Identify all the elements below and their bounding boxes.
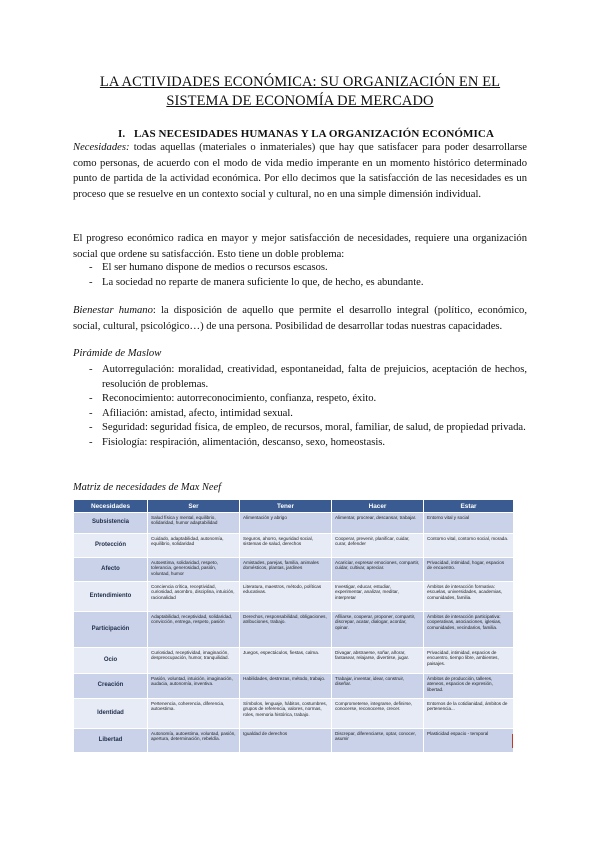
- table-cell: Alimentar, procrear, descansar, trabajar.: [332, 513, 424, 534]
- table-cell: Literatura, maestros, método, políticas educativas.: [240, 582, 332, 612]
- row-label: Ocio: [74, 648, 148, 674]
- table-cell: Seguros, ahorro, seguridad social, sistemas de salud, derechos: [240, 534, 332, 558]
- section-title: LAS NECESIDADES HUMANAS Y LA ORGANIZACIÓN ECONÓMICA: [134, 128, 494, 140]
- list-item-text: Reconocimiento: autorreconocimiento, confianza, respeto, éxito.: [102, 393, 377, 405]
- table-row: [74, 582, 514, 612]
- section-heading: [118, 128, 494, 140]
- table-cell: Comprometerse, integrarse, definirse, conocerse, reconocerse, crecer.: [332, 699, 424, 729]
- table-cell: Adaptabilidad, receptividad, solidaridad, convicción, entrega, respeto, pasión: [148, 612, 240, 648]
- list-item-text: Autorregulación: moralidad, creatividad, espontaneidad, falta de prejuicios, aceptación de hechos, resolución de problemas.: [102, 364, 527, 390]
- table-cell: Autonomía, autoestima, voluntad, pasión, apertura, determinación, rebeldía.: [148, 729, 240, 753]
- table-cell: Ámbitos de interacción formativa: escuelas, universidades, academias, comunidades, familia.: [424, 582, 514, 612]
- table-cell: Privacidad, intimidad, hogar, espacios de encuentro.: [424, 558, 514, 582]
- matrix-header: Necesidades: [74, 500, 148, 513]
- list-item: - La sociedad no reparte de manera suficiente lo que, de hecho, es abundante.: [89, 276, 424, 288]
- necesidades-term: Necesidades:: [73, 142, 130, 153]
- list-item: - Autorregulación: moralidad, creatividad, espontaneidad, falta de prejuicios, aceptación de hechos, resolución de problemas.: [89, 364, 527, 390]
- table-cell: Entornos de la cotidianidad, ámbitos de pertenencia...: [424, 699, 514, 729]
- row-label: Participación: [74, 612, 148, 648]
- crop-edge-marker: [512, 734, 513, 748]
- table-cell: Plasticidad espacio - temporal: [424, 729, 514, 753]
- row-label: Entendimiento: [74, 582, 148, 612]
- necesidades-paragraph: [73, 140, 527, 202]
- list-item-text: La sociedad no reparte de manera suficiente lo que, de hecho, es abundante.: [102, 276, 424, 288]
- table-row: [74, 699, 514, 729]
- table-cell: Alimentación y abrigo: [240, 513, 332, 534]
- table-row: [74, 648, 514, 674]
- table-cell: Pertenencia, coherencia, diferencia, autoestima.: [148, 699, 240, 729]
- table-cell: Contorno vital, contorno social, morada.: [424, 534, 514, 558]
- list-item-text: Seguridad: seguridad física, de empleo, de recursos, moral, familiar, de salud, de propiedad privada.: [102, 422, 526, 434]
- bienestar-text: : la disposición de aquello que permite el desarrollo integral (político, económico, social, cultural, psicológico…) de una persona. Posibilidad de desarrollar todas nuestras capacidades.: [73, 305, 528, 332]
- max-neef-matrix: [73, 499, 514, 753]
- list-item: - El ser humano dispone de medios o recursos escasos.: [89, 262, 328, 273]
- row-label: Identidad: [74, 699, 148, 729]
- table-cell: Curiosidad, receptividad, imaginación, despreocupación, humor, tranquilidad.: [148, 648, 240, 674]
- bienestar-paragraph: [73, 303, 527, 334]
- table-cell: Trabajar, inventar, idear, construir, diseñar.: [332, 674, 424, 699]
- maslow-heading: Pirámide de Maslow: [73, 348, 162, 359]
- table-cell: Cuidado, adaptabilidad, autonomía, equilibrio, solidaridad: [148, 534, 240, 558]
- document-title: [70, 73, 530, 111]
- matrix-header: Estar: [424, 500, 514, 513]
- table-cell: Pasión, voluntad, intuición, imaginación, audacia, autonomía, inventiva.: [148, 674, 240, 699]
- title-line-2: SISTEMA DE ECONOMÍA DE MERCADO: [166, 93, 434, 109]
- table-cell: Investigar, educar, estudiar, experimentar, analizar, meditar, interpretar: [332, 582, 424, 612]
- matrix-header: Ser: [148, 500, 240, 513]
- table-cell: Amistades, parejas, familia, animales domésticos, plantas, jardines: [240, 558, 332, 582]
- table-cell: Símbolos, lenguaje, hábitos, costumbres, grupos de referencia, valores, normas, roles, memoria histórica, trabajo.: [240, 699, 332, 729]
- matrix-title: Matriz de necesidades de Max Neef: [73, 482, 222, 493]
- matrix-header-row: [74, 500, 514, 513]
- maslow-list: [73, 363, 527, 451]
- matrix-header: Hacer: [332, 500, 424, 513]
- table-cell: Igualdad de derechos: [240, 729, 332, 753]
- table-cell: Derechos, responsabilidad, obligaciones, atribuciones, trabajo.: [240, 612, 332, 648]
- table-cell: Salud física y mental, equilibrio, solidaridad, humor adaptabilidad: [148, 513, 240, 534]
- table-cell: Entorno vital y social: [424, 513, 514, 534]
- title-line-1: LA ACTIVIDADES ECONÓMICA: SU ORGANIZACIÓN EN EL: [99, 74, 501, 90]
- table-cell: Cooperar, prevenir, planificar, cuidar, curar, defender: [332, 534, 424, 558]
- table-row: [74, 534, 514, 558]
- table-row: [74, 513, 514, 534]
- table-row: [74, 612, 514, 648]
- table-cell: Privacidad, intimidad, espacios de encuentro, tiempo libre, ambientes, paisajes.: [424, 648, 514, 674]
- table-cell: Ámbitos de producción, talleres, ateneos, espacios de expresión, libertad.: [424, 674, 514, 699]
- necesidades-text: todas aquellas (materiales o inmateriales) que hay que satisfacer para poder desarrollarse como personas, de acuerdo con el modo de vida medio imperante en un momento histórico determinado punto de partida de la actividad económica. Por ello decimos que la satisfacción de las necesidades es un proceso que se resuelve en un contexto social y cultural, no en una simple dimensión individual.: [73, 142, 527, 200]
- list-item-text: El ser humano dispone de medios o recursos escasos.: [102, 262, 328, 273]
- matrix-header: Tener: [240, 500, 332, 513]
- bienestar-term: Bienestar humano: [73, 305, 153, 316]
- table-cell: Juegos, espectáculos, fiestas, calma.: [240, 648, 332, 674]
- table-cell: Ámbitos de interacción participativa: cooperativas, asociaciones, iglesias, comunidades, vecindarios, familia.: [424, 612, 514, 648]
- row-label: Protección: [74, 534, 148, 558]
- table-cell: Afiliarse, cooperar, proponer, compartir, discrepar, acatar, dialogar, acordar, opinar.: [332, 612, 424, 648]
- table-cell: Autoestima, solidaridad, respeto, tolerancia, generosidad, pasión, voluntad, humor: [148, 558, 240, 582]
- table-row: [74, 674, 514, 699]
- row-label: Creación: [74, 674, 148, 699]
- table-cell: Discrepar, diferenciarse, optar, conocer, asumir: [332, 729, 424, 753]
- table-cell: Habilidades, destrezas, método, trabajo.: [240, 674, 332, 699]
- row-label: Afecto: [74, 558, 148, 582]
- table-cell: Conciencia crítica, receptividad, curiosidad, asombro, disciplina, intuición, racionalidad: [148, 582, 240, 612]
- list-item-text: Fisiología: respiración, alimentación, descanso, sexo, homeostasis.: [102, 436, 386, 448]
- table-cell: Acariciar, expresar emociones, compartir, cuidar, cultivar, apreciar.: [332, 558, 424, 582]
- list-item: - Reconocimiento: autorreconocimiento, confianza, respeto, éxito.: [89, 393, 377, 405]
- list-item: - Seguridad: seguridad física, de empleo, de recursos, moral, familiar, de salud, de propiedad privada.: [89, 422, 526, 434]
- list-item-text: Afiliación: amistad, afecto, intimidad sexual.: [102, 407, 293, 419]
- table-row: [74, 558, 514, 582]
- list-item: - Fisiología: respiración, alimentación, descanso, sexo, homeostasis.: [89, 436, 386, 448]
- table-row: [74, 729, 514, 753]
- row-label: Subsistencia: [74, 513, 148, 534]
- row-label: Libertad: [74, 729, 148, 753]
- progreso-paragraph: El progreso económico radica en mayor y mejor satisfacción de necesidades, requiere una organización social que ordene su satisfacción. Esto tiene un doble problema:: [73, 233, 527, 260]
- table-cell: Divagar, abstraerse, soñar, añorar, fantasear, relajarse, divertirse, jugar.: [332, 648, 424, 674]
- section-number: I.: [118, 128, 126, 140]
- list-item: - Afiliación: amistad, afecto, intimidad sexual.: [89, 407, 293, 419]
- progreso-list: [73, 261, 527, 290]
